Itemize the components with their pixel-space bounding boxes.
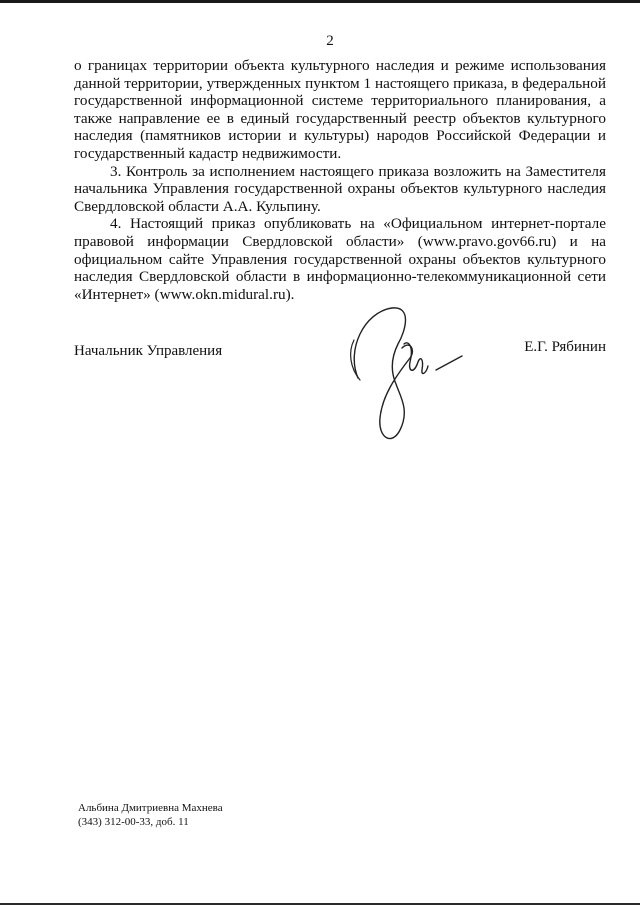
signer-position-title: Начальник Управления	[74, 343, 223, 359]
handwritten-signature	[340, 300, 480, 450]
executor-name: Альбина Дмитриевна Махнева	[78, 802, 223, 814]
page-number: 2	[326, 33, 334, 49]
executor-phone: (343) 312-00-33, доб. 11	[78, 816, 189, 828]
paragraph-item-3: 3. Контроль за исполнением настоящего приказа возложить на Заместителя начальника Управления государственной охраны объектов культурного наследия Свердловской области А.А. Кульпину.	[74, 162, 606, 215]
document-body	[74, 57, 606, 303]
scan-edge-top	[0, 0, 640, 3]
executor-block	[78, 801, 223, 829]
paragraph-item-4: 4. Настоящий приказ опубликовать на «Официальном интернет-портале правовой информации Свердловской области» (www.pravo.gov66.ru) и на официальном сайте Управления государственной охраны объектов культурного наследия Свердловской области в информационно-телекоммуникационной сети «Интернет» (www.okn.midural.ru).	[74, 215, 606, 303]
paragraph-continuation: о границах территории объекта культурного наследия и режиме использования данной территории, утвержденных пунктом 1 настоящего приказа, в федеральной государственной информационной системе территориального планирования, а также направление ее в единый государственный реестр объектов культурного наследия (памятников истории и культуры) народов Российской Федерации и государственный кадастр недвижимости.	[74, 57, 606, 162]
signer-name: Е.Г. Рябинин	[524, 339, 606, 355]
